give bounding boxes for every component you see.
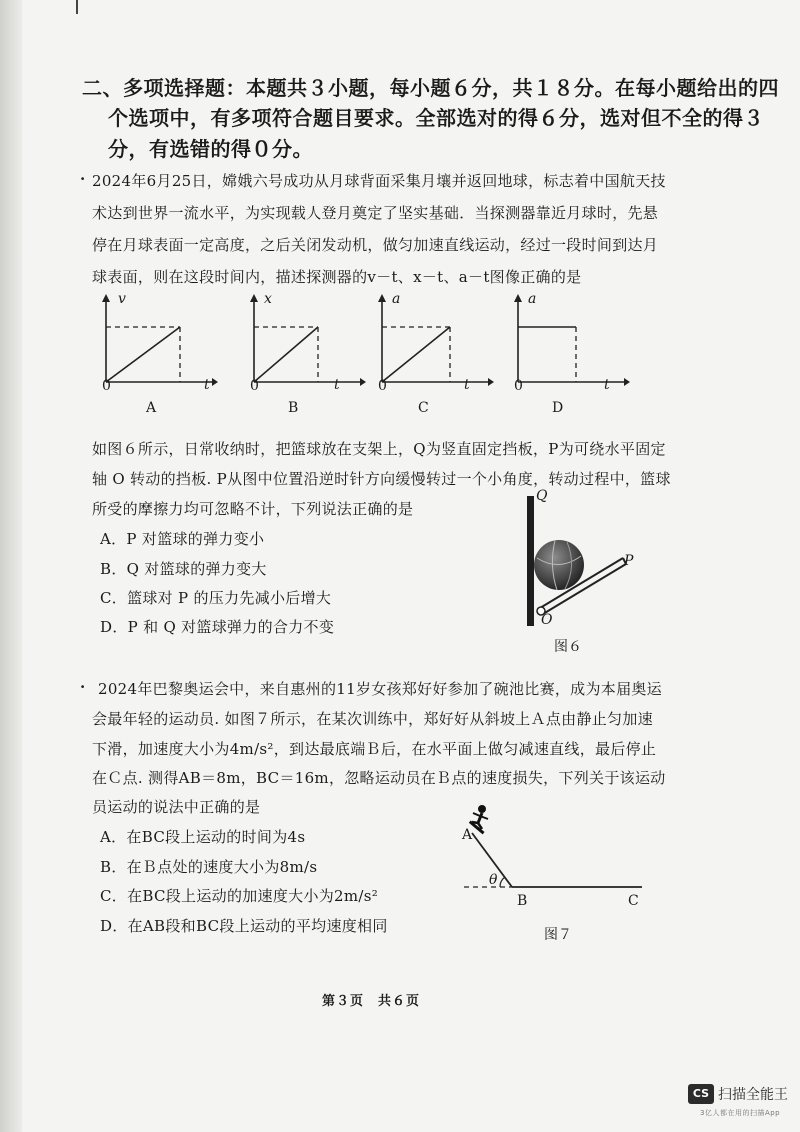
graph-b-xaxis-label: t bbox=[334, 377, 340, 393]
camscanner-tagline: 3亿人都在用的扫描App bbox=[700, 1109, 781, 1117]
scan-edge bbox=[0, 0, 22, 1132]
figure-7-caption: 图７ bbox=[544, 927, 572, 943]
q2-option-a: A．P 对篮球的弹力变小 bbox=[100, 530, 265, 548]
graph-c-yaxis-label: a bbox=[392, 291, 401, 307]
camscanner-logo: CS bbox=[688, 1084, 714, 1104]
q3-option-d: D．在AB段和BC段上运动的平均速度相同 bbox=[100, 917, 388, 935]
q3-line2: 会最年轻的运动员. 如图７所示，在某次训练中，郑好好从斜坡上Ａ点由静止匀加速 bbox=[92, 710, 653, 728]
question-marker: . bbox=[80, 674, 86, 692]
graph-c-option: C bbox=[418, 400, 429, 416]
q3-option-a: A．在BC段上运动的时间为4s bbox=[100, 828, 306, 846]
q3-line4: 在Ｃ点. 测得AB＝8m，BC＝16m，忽略运动员在Ｂ点的速度损失，下列关于该运动 bbox=[92, 769, 666, 787]
q3-line1: 2024年巴黎奥运会中，来自惠州的11岁女孩郑好好参加了碗池比赛，成为本届奥运 bbox=[98, 680, 662, 698]
graph-d-yaxis-label: a bbox=[528, 291, 537, 307]
graph-a-xaxis-label: t bbox=[204, 377, 210, 393]
graph-b bbox=[246, 292, 366, 398]
figure-7 bbox=[460, 800, 650, 910]
graph-a-origin: 0 bbox=[102, 378, 111, 394]
graph-a-yaxis-label: v bbox=[118, 291, 126, 307]
figure-7-label-theta: θ bbox=[489, 872, 498, 888]
graph-c-xaxis-label: t bbox=[464, 377, 470, 393]
q1-line3: 停在月球表面一定高度，之后关闭发动机，做匀加速直线运动，经过一段时间到达月 bbox=[92, 236, 659, 254]
graph-c bbox=[374, 292, 494, 398]
section-title-line2: 个选项中，有多项符合题目要求。全部选对的得６分，选对但不全的得３ bbox=[108, 106, 764, 130]
board-q bbox=[527, 496, 534, 626]
graph-d-xaxis-label: t bbox=[604, 377, 610, 393]
q1-line2: 术达到世界一流水平，为实现载人登月奠定了坚实基础．当探测器靠近月球时，先悬 bbox=[92, 204, 659, 222]
page-number: 第３页 共６页 bbox=[322, 994, 421, 1009]
graph-b-origin: 0 bbox=[250, 378, 259, 394]
graph-b-yaxis-label: x bbox=[264, 291, 272, 307]
q3-option-b: B．在Ｂ点处的速度大小为8m/s bbox=[100, 858, 318, 876]
graph-b-option: B bbox=[288, 400, 299, 416]
graph-c-origin: 0 bbox=[378, 378, 387, 394]
q1-line1: 2024年6月25日，嫦娥六号成功从月球背面采集月壤并返回地球，标志着中国航天技 bbox=[92, 172, 666, 190]
q2-line2: 轴 O 转动的挡板. P从图中位置沿逆时针方向缓慢转过一个小角度，转动过程中，篮球 bbox=[92, 470, 671, 488]
figure-7-label-c: C bbox=[628, 893, 639, 909]
figure-6-label-p: P bbox=[624, 553, 634, 569]
q3-option-c: C．在BC段上运动的加速度大小为2m/s² bbox=[100, 887, 379, 905]
q2-line1: 如图６所示，日常收纳时，把篮球放在支架上，Q为竖直固定挡板，P为可绕水平固定 bbox=[92, 440, 666, 458]
graph-d bbox=[510, 292, 630, 398]
q3-line5: 员运动的说法中正确的是 bbox=[92, 798, 261, 816]
figure-6-label-q: Q bbox=[536, 488, 548, 504]
figure-6-caption: 图６ bbox=[554, 639, 582, 655]
figure-7-label-a: A bbox=[462, 827, 473, 843]
q2-option-c: C．篮球对 P 的压力先减小后增大 bbox=[100, 589, 332, 607]
graph-a bbox=[98, 292, 218, 398]
figure-7-label-b: B bbox=[517, 893, 528, 909]
q3-line3: 下滑，加速度大小为4m/s²，到达最底端Ｂ后，在水平面上做匀减速直线，最后停止 bbox=[92, 740, 657, 758]
graph-a-option: A bbox=[146, 400, 157, 416]
q2-option-d: D．P 和 Q 对篮球弹力的合力不变 bbox=[100, 618, 335, 636]
q2-option-b: B．Q 对篮球的弹力变大 bbox=[100, 560, 267, 578]
q1-line4: 球表面，则在这段时间内，描述探测器的v－t、x－t、a－t图像正确的是 bbox=[92, 268, 582, 286]
q2-line3: 所受的摩擦力均可忽略不计，下列说法正确的是 bbox=[92, 500, 414, 518]
graph-d-origin: 0 bbox=[514, 378, 523, 394]
section-title-line1: 二、多项选择题：本题共３小题，每小题６分，共１８分。在每小题给出的四 bbox=[82, 76, 779, 100]
figure-6-label-o: O bbox=[541, 612, 553, 628]
camscanner-name: 扫描全能王 bbox=[718, 1087, 788, 1103]
question-marker: . bbox=[80, 166, 86, 184]
graph-d-option: D bbox=[552, 400, 564, 416]
scan-mark bbox=[76, 0, 78, 14]
section-title-line3: 分，有选错的得０分。 bbox=[108, 137, 313, 161]
